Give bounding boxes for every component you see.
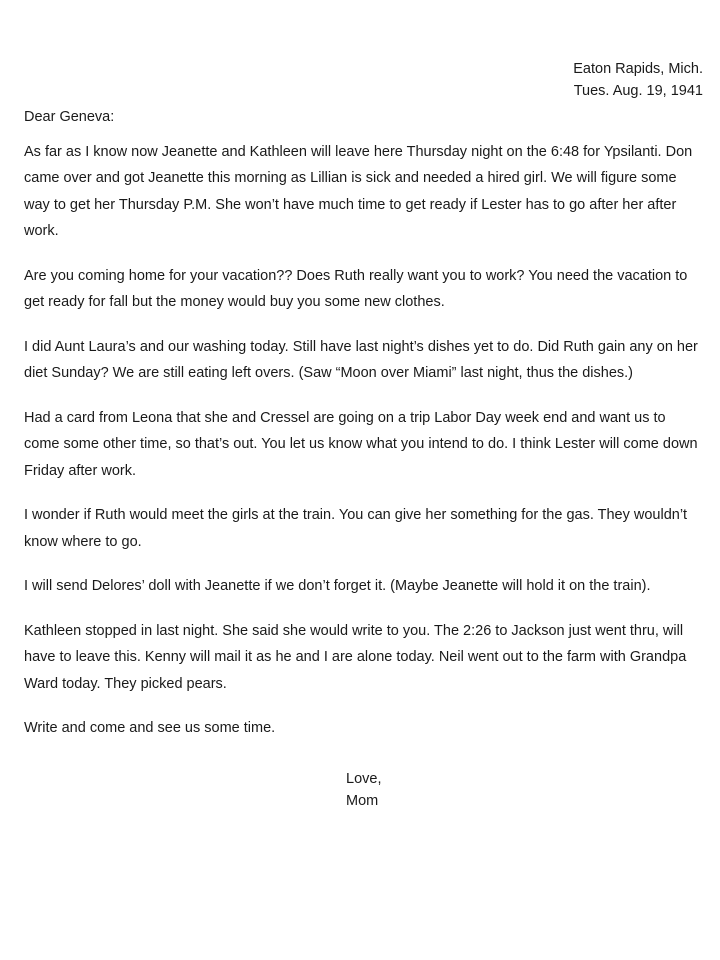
- paragraph-doll: I will send Delores’ doll with Jeanette if we don’t forget it. (Maybe Jeanette will hold it on the train).: [24, 578, 651, 594]
- paragraph-meet-train: I wonder if Ruth would meet the girls at the train. You can give her something for the gas. They wouldn’t know where to go.: [24, 507, 688, 550]
- letter-valediction: Love,: [346, 771, 382, 787]
- letter-salutation: Dear Geneva:: [24, 109, 115, 125]
- paragraph-leona-card: Had a card from Leona that she and Cressel are going on a trip Labor Day week end and want us to come some other time, so that’s out. You let us know what you intend to do. I think Lester will come down Friday after work.: [24, 409, 698, 479]
- paragraph-washing: I did Aunt Laura’s and our washing today. Still have last night’s dishes yet to do. Did Ruth gain any on her diet Sunday? We are still eating left overs. (Saw “Moon over Miami” last night, thus the dishes.): [24, 338, 698, 381]
- letter-closing: [346, 768, 381, 812]
- letter-signature: Mom: [346, 793, 379, 809]
- paragraph-vacation-travel: As far as I know now Jeanette and Kathleen will leave here Thursday night on the 6:48 for Ypsilanti. Don came over and got Jeanette this morning as Lillian is sick and needed a hired girl. We will figure some way to get her Thursday P.M. She won’t have much time to get ready if Lester has to go after her after work.: [24, 143, 693, 239]
- letter-date: Tues. Aug. 19, 1941: [573, 83, 703, 99]
- paragraph-write: Write and come and see us some time.: [24, 720, 276, 736]
- letter-header: [573, 58, 703, 102]
- letter-location: Eaton Rapids, Mich.: [573, 61, 703, 77]
- letter-body: [24, 104, 700, 760]
- paragraph-kathleen: Kathleen stopped in last night. She said she would write to you. The 2:26 to Jackson just went thru, will have to leave this. Kenny will mail it as he and I are alone today. Neil went out to the farm with Grandpa Ward today. They picked pears.: [24, 622, 687, 692]
- paragraph-coming-home: Are you coming home for your vacation?? Does Ruth really want you to work? You need the vacation to get ready for fall but the money would buy you some new clothes.: [24, 267, 688, 310]
